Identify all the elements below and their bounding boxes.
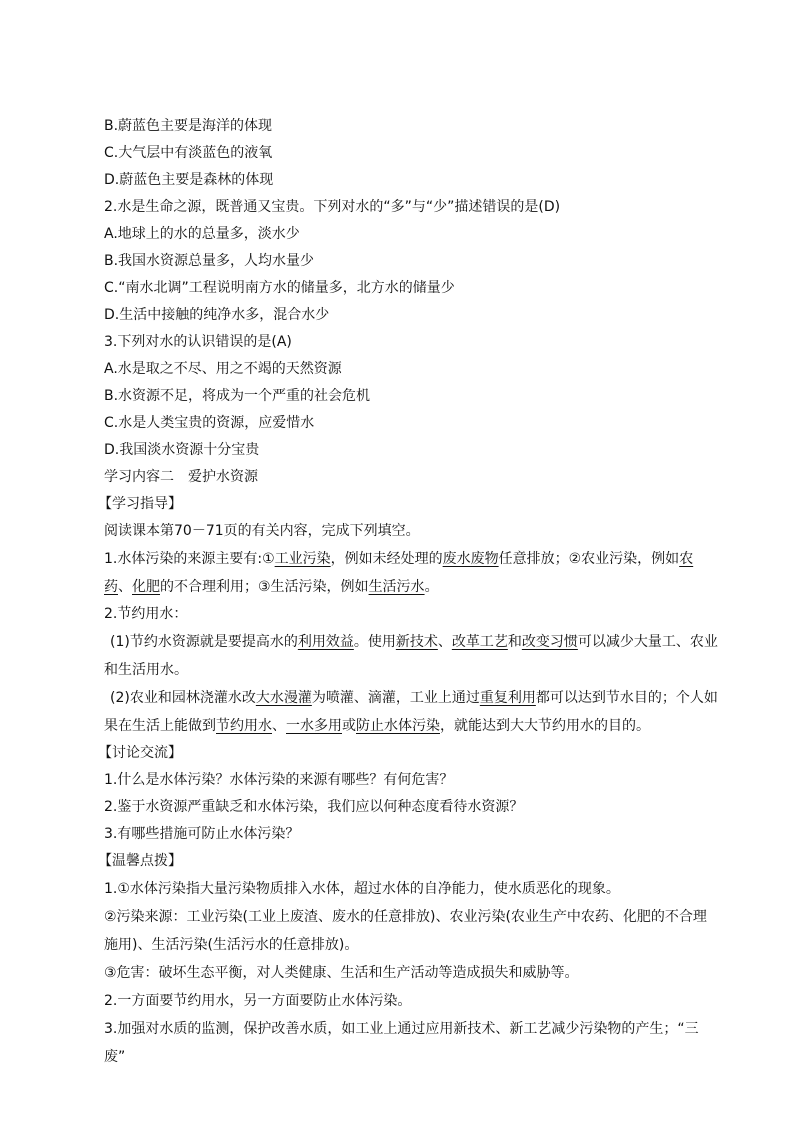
fill-text: 任意排放；②农业污染，例如 — [498, 551, 680, 567]
tip-1: 1.①水体污染指大量污染物质排入水体，超过水体的自净能力，使水质恶化的现象。 — [104, 881, 620, 897]
tip-5: 3.加强对水质的监测，保护改善水质，如工业上通过应用新技术、新工艺减少污染物的产生；“三废” — [104, 1021, 699, 1065]
fill-text: 和 — [507, 634, 522, 650]
tip-3: ③危害：破坏生态平衡，对人类健康、生活和生产活动等造成损失和威胁等。 — [104, 965, 579, 981]
guide-intro: 阅读课本第70－71页的有关内容，完成下列填空。 — [104, 523, 420, 539]
q2-option-c: C.“南水北调”工程说明南方水的储量多，北方水的储量少 — [104, 280, 455, 296]
q3-option-d: D.我国淡水资源十分宝贵 — [104, 442, 260, 458]
q3-option-c: C.水是人类宝贵的资源，应爱惜水 — [104, 415, 315, 431]
discuss-heading: 【讨论交流】 — [98, 745, 182, 761]
fill-text: 1.水体污染的来源主要有:① — [104, 551, 275, 567]
fill-item-2-2 — [104, 684, 719, 740]
fill-answer: 改革工艺 — [451, 634, 508, 650]
fill-text: ，就能达到大大节约用水的目的。 — [440, 718, 650, 734]
fill-item-1 — [104, 545, 719, 601]
section-title: 学习内容二 爱护水资源 — [104, 469, 258, 485]
q3-option-a: A.水是取之不尽、用之不竭的天然资源 — [104, 361, 342, 377]
discuss-question-2: 2.鉴于水资源严重缺乏和水体污染，我们应以何种态度看待水资源？ — [104, 799, 524, 815]
fill-text: 为喷灌、滴灌，工业上通过 — [311, 690, 480, 706]
fill-answer: 大水漫灌 — [255, 690, 312, 706]
fill-text: 的不合理利用；③生活污染，例如 — [160, 579, 369, 595]
q1-option-d: D.蔚蓝色主要是森林的体现 — [104, 172, 274, 188]
fill-answer: 生活污水 — [368, 579, 425, 595]
fill-text: 、 — [118, 579, 132, 595]
q2-option-b: B.我国水资源总量多，人均水量少 — [104, 253, 315, 269]
document-content — [98, 113, 719, 1071]
q2-stem: 2.水是生命之源，既普通又宝贵。下列对水的“多”与“少”描述错误的是(D) — [104, 199, 561, 215]
fill-answer: 节约用水 — [216, 718, 272, 734]
fill-answer: 重复利用 — [479, 690, 536, 706]
fill-answer: 废水废物 — [442, 551, 499, 567]
fill-answer: 一水多用 — [286, 718, 342, 734]
fill-text: ，例如未经处理的 — [330, 551, 443, 567]
discuss-question-3: 3.有哪些措施可防止水体污染？ — [104, 826, 300, 842]
fill-text: 或 — [342, 718, 356, 734]
fill-text: 。 — [424, 579, 439, 595]
fill-text: 。使用 — [353, 634, 396, 650]
q1-option-b: B.蔚蓝色主要是海洋的体现 — [104, 118, 273, 134]
fill-text: (1)节约水资源就是要提高水的 — [110, 634, 298, 650]
item-2-heading: 2.节约用水： — [104, 606, 188, 622]
discuss-question-1: 1.什么是水体污染？水体污染的来源有哪些？有何危害？ — [104, 772, 454, 788]
fill-item-2-1 — [104, 628, 719, 684]
tip-2: ②污染来源：工业污染(工业上废渣、废水的任意排放)、农业污染(农业生产中农药、化肥的不合理施用)、生活污染(生活污水的任意排放)。 — [104, 909, 707, 953]
tips-heading: 【温馨点拨】 — [98, 853, 182, 869]
fill-answer: 农药 — [104, 551, 694, 595]
fill-answer: 工业污染 — [274, 551, 331, 567]
fill-text: (2)农业和园林浇灌水改 — [110, 690, 256, 706]
fill-answer: 改变习惯 — [521, 634, 578, 650]
fill-answer: 利用效益 — [297, 634, 354, 650]
fill-text: 、 — [437, 634, 452, 650]
q3-option-b: B.水资源不足，将成为一个严重的社会危机 — [104, 388, 371, 404]
q2-option-d: D.生活中接触的纯净水多，混合水少 — [104, 307, 330, 323]
q3-stem: 3.下列对水的认识错误的是(A) — [104, 334, 292, 350]
fill-text: 都可以达到节水目的；个人如果在生活上能做到 — [104, 690, 718, 734]
fill-text: 、 — [272, 718, 286, 734]
guide-heading: 【学习指导】 — [98, 496, 182, 512]
q2-option-a: A.地球上的水的总量多，淡水少 — [104, 226, 300, 242]
tip-4: 2.一方面要节约用水，另一方面要防止水体污染。 — [104, 993, 412, 1009]
fill-answer: 化肥 — [132, 579, 160, 595]
fill-text: 可以减少大量工、农业和生活用水。 — [104, 634, 718, 678]
fill-answer: 新技术 — [395, 634, 438, 650]
fill-answer: 防止水体污染 — [356, 718, 440, 734]
q1-option-c: C.大气层中有淡蓝色的液氧 — [104, 145, 273, 161]
